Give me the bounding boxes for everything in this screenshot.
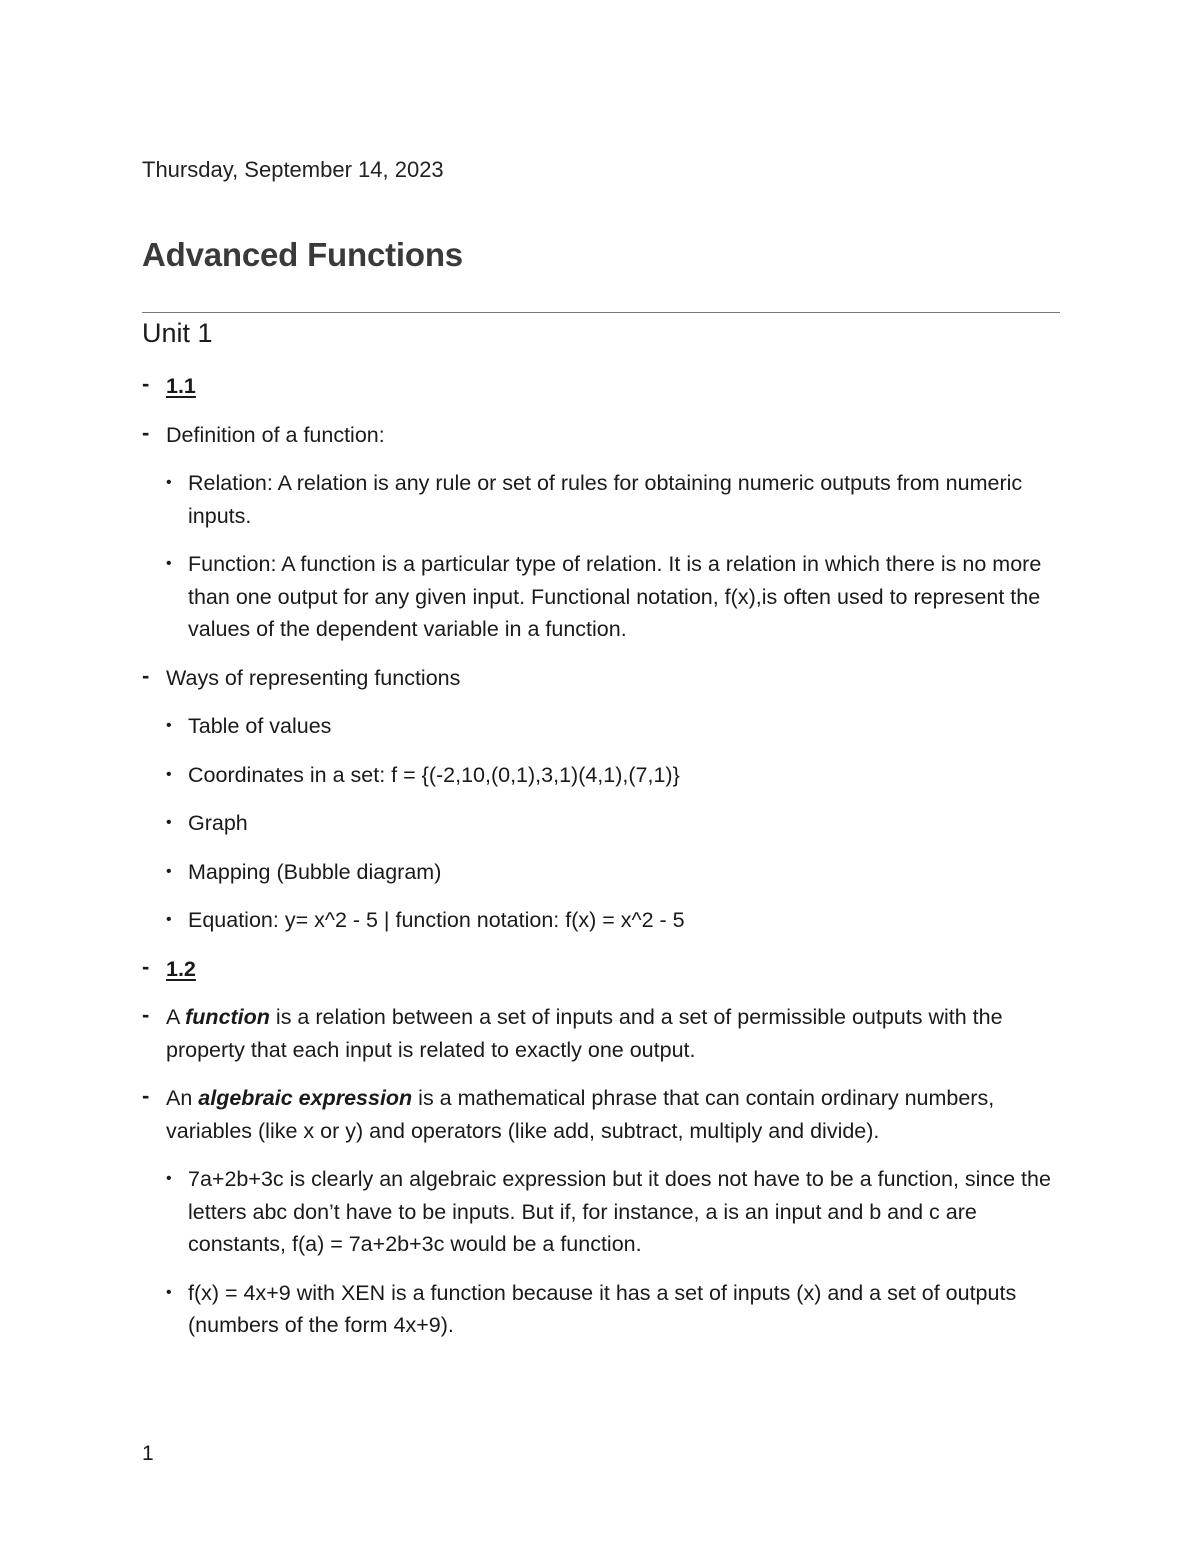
dash-marker: - [142, 1083, 150, 1108]
bullet-way [142, 710, 1072, 743]
title-divider [142, 312, 1060, 313]
bullet-marker: • [166, 474, 172, 491]
bullet-way [142, 807, 1072, 840]
list-item-ways [142, 662, 1072, 695]
section-heading-1-1 [142, 370, 1072, 403]
date-line: Thursday, September 14, 2023 [142, 157, 444, 182]
bullet-marker: • [166, 765, 172, 783]
def-prefix: A [166, 1005, 186, 1029]
bullet-marker: • [166, 911, 172, 928]
bullet-marker: • [166, 814, 172, 831]
bullet-relation [142, 467, 1072, 532]
section-heading-1-2 [142, 953, 1072, 986]
definition-label: Definition of a function: [166, 422, 385, 447]
list-item-definition [142, 419, 1072, 452]
bullet-example [142, 1277, 1072, 1342]
def-rest: is a relation between a set of inputs and a set of permissible outputs with the property that each input is related to exactly one output. [166, 1005, 1003, 1062]
bullet-way [142, 856, 1072, 889]
def-rest: is a mathematical phrase that can contain ordinary numbers, variables (like x or y) and operators (like add, subtract, multiply and divide). [166, 1086, 995, 1143]
list-item-algebraic-def [142, 1082, 1072, 1147]
bullet-example [142, 1163, 1072, 1261]
bullet-marker: • [166, 1283, 172, 1301]
dash-marker: - [142, 1002, 150, 1027]
way-text: Mapping (Bubble diagram) [188, 859, 442, 884]
notes-content [142, 370, 1072, 1358]
example-text: 7a+2b+3c is clearly an algebraic expression but it does not have to be a function, since the letters abc don’t have to be inputs. But if, for instance, a is an input and b and c are constants, f(a) = 7a+2b+3c would be a function. [188, 1167, 1051, 1256]
function-text: Function: A function is a particular type of relation. It is a relation in which there is no more than one output for any given input. Functional notation, f(x),is often used to represent the values of the dependent variable in a function. [188, 552, 1042, 641]
bullet-marker: • [166, 555, 172, 572]
way-text: Graph [188, 811, 248, 835]
bullet-marker: • [166, 1170, 172, 1187]
dash-marker: - [142, 953, 150, 979]
list-item-function-def [142, 1001, 1072, 1066]
way-text: Table of values [188, 714, 332, 738]
section-number: 1.2 [166, 956, 196, 981]
dash-marker: - [142, 419, 150, 445]
relation-text: Relation: A relation is any rule or set of rules for obtaining numeric outputs from numeric inputs. [188, 471, 1023, 528]
way-text: Equation: y= x^2 - 5 | function notation: f(x) = x^2 - 5 [188, 908, 685, 932]
def-prefix: An [166, 1086, 199, 1110]
bullet-marker: • [166, 862, 172, 880]
bullet-marker: • [166, 717, 172, 734]
way-text: Coordinates in a set: f = {(-2,10,(0,1),3,1)(4,1),(7,1)} [188, 762, 680, 787]
section-number: 1.1 [166, 374, 196, 398]
ways-label: Ways of representing functions [166, 665, 461, 690]
example-text: f(x) = 4x+9 with XEN is a function because it has a set of inputs (x) and a set of outputs (numbers of the form 4x+9). [188, 1280, 1017, 1337]
def-term: function [185, 1005, 270, 1029]
bullet-function [142, 548, 1072, 646]
def-term: algebraic expression [198, 1086, 413, 1110]
page-title: Advanced Functions [142, 236, 463, 273]
bullet-way [142, 904, 1072, 937]
bullet-way [142, 759, 1072, 792]
unit-heading: Unit 1 [142, 318, 213, 348]
dash-marker: - [142, 371, 150, 396]
page-number: 1 [142, 1442, 154, 1465]
dash-marker: - [142, 662, 150, 688]
